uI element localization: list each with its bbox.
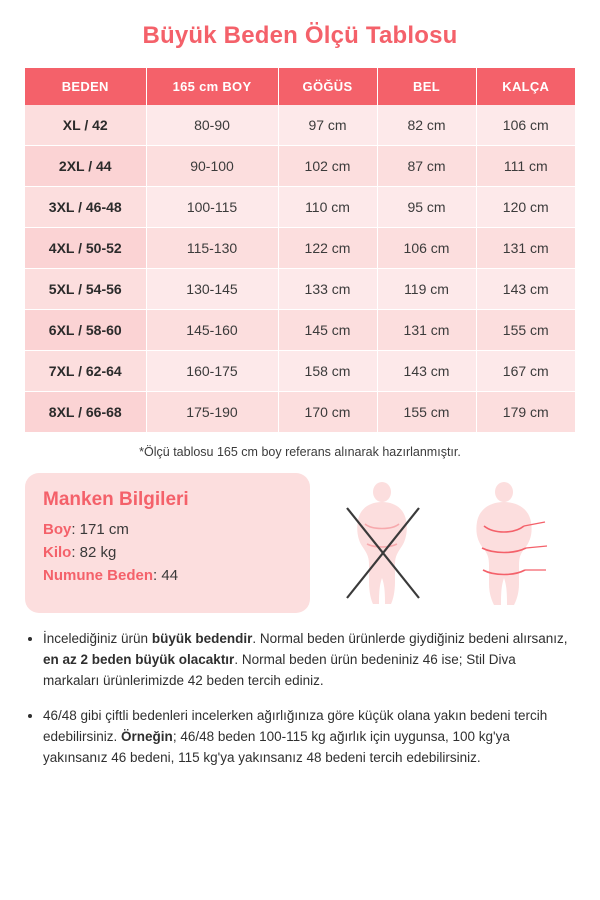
- cell-gogus: 97 cm: [278, 105, 377, 146]
- model-info-section: [0, 473, 600, 613]
- cell-gogus: 133 cm: [278, 269, 377, 310]
- cell-kalca: 111 cm: [476, 146, 575, 187]
- cell-size: 6XL / 58-60: [25, 310, 146, 351]
- cell-bel: 131 cm: [377, 310, 476, 351]
- cell-boy: 175-190: [146, 392, 278, 433]
- model-info-card: [25, 473, 310, 613]
- table-row: [25, 105, 575, 146]
- notes-list: [0, 613, 600, 769]
- cell-gogus: 145 cm: [278, 310, 377, 351]
- model-info-heading: Manken Bilgileri: [43, 489, 189, 510]
- cell-boy: 115-130: [146, 228, 278, 269]
- body-figures: [310, 473, 575, 613]
- cell-bel: 95 cm: [377, 187, 476, 228]
- cell-boy: 100-115: [146, 187, 278, 228]
- model-sample-size-label: Numune Beden: [43, 567, 154, 584]
- table-row: [25, 146, 575, 187]
- table-row: [25, 310, 575, 351]
- bullet-text-2: 46/48 gibi çiftli bedenleri incelerken ağırlığınıza göre küçük olana yakın bedeni tercih edebilirsiniz. Örneğin; 46/48 beden 100-115 kg ağırlık için uygunsa, 100 kg'ya yakınsanız 46 bedeni, 115 kg'ya yakınsanız 48 bedeni tercih edebilirsiniz.: [43, 707, 548, 765]
- cell-kalca: 143 cm: [476, 269, 575, 310]
- cell-boy: 90-100: [146, 146, 278, 187]
- table-row: [25, 269, 575, 310]
- table-row: [25, 392, 575, 433]
- table-row: [25, 351, 575, 392]
- cell-size: 7XL / 62-64: [25, 351, 146, 392]
- cell-boy: 80-90: [146, 105, 278, 146]
- cell-size: 3XL / 46-48: [25, 187, 146, 228]
- table-row: [25, 228, 575, 269]
- cell-bel: 106 cm: [377, 228, 476, 269]
- cell-gogus: 158 cm: [278, 351, 377, 392]
- cell-boy: 130-145: [146, 269, 278, 310]
- cell-gogus: 170 cm: [278, 392, 377, 433]
- size-table: [25, 68, 575, 433]
- cell-bel: 87 cm: [377, 146, 476, 187]
- cell-gogus: 102 cm: [278, 146, 377, 187]
- cell-kalca: 155 cm: [476, 310, 575, 351]
- cell-bel: 82 cm: [377, 105, 476, 146]
- table-footnote: *Ölçü tablosu 165 cm boy referans alınarak hazırlanmıştır.: [139, 445, 461, 459]
- cell-size: XL / 42: [25, 105, 146, 146]
- table-row: [25, 187, 575, 228]
- column-header-bel: BEL: [377, 68, 476, 105]
- female-body-crossed-icon: [327, 478, 437, 608]
- cell-size: 5XL / 54-56: [25, 269, 146, 310]
- model-height-value: : 171 cm: [71, 521, 129, 538]
- model-sample-size-line: [43, 567, 292, 584]
- page-title: Büyük Beden Ölçü Tablosu: [142, 22, 458, 49]
- cell-kalca: 167 cm: [476, 351, 575, 392]
- model-weight-line: [43, 544, 292, 561]
- model-weight-label: Kilo: [43, 544, 72, 561]
- cell-size: 4XL / 50-52: [25, 228, 146, 269]
- model-weight-value: : 82 kg: [71, 544, 117, 561]
- cell-kalca: 106 cm: [476, 105, 575, 146]
- cell-kalca: 131 cm: [476, 228, 575, 269]
- cell-bel: 155 cm: [377, 392, 476, 433]
- cell-kalca: 120 cm: [476, 187, 575, 228]
- model-sample-size-value: : 44: [153, 567, 179, 584]
- cell-bel: 119 cm: [377, 269, 476, 310]
- table-header-row: [25, 68, 575, 105]
- model-height-label: Boy: [43, 521, 72, 538]
- column-header-gogus: GÖĞÜS: [278, 68, 377, 105]
- column-header-kalca: KALÇA: [476, 68, 575, 105]
- list-item: [43, 629, 575, 692]
- cell-kalca: 179 cm: [476, 392, 575, 433]
- column-header-beden: BEDEN: [25, 68, 146, 105]
- model-height-line: [43, 521, 292, 538]
- female-body-measure-icon: [449, 478, 559, 608]
- bullet-text-1: İncelediğiniz ürün büyük bedendir. Normal beden ürünlerde giydiğiniz bedeni alırsanız, en az 2 beden büyük olacaktır. Normal beden ürün bedeniniz 46 ise; Stil Diva markaları ürünlerimizde 42 beden tercih ediniz.: [43, 631, 568, 688]
- cell-gogus: 122 cm: [278, 228, 377, 269]
- column-header-boy: 165 cm BOY: [146, 68, 278, 105]
- cell-boy: 145-160: [146, 310, 278, 351]
- cell-size: 8XL / 66-68: [25, 392, 146, 433]
- cell-bel: 143 cm: [377, 351, 476, 392]
- cell-boy: 160-175: [146, 351, 278, 392]
- list-item: [43, 706, 575, 769]
- cell-gogus: 110 cm: [278, 187, 377, 228]
- cell-size: 2XL / 44: [25, 146, 146, 187]
- size-table-wrapper: [0, 68, 600, 433]
